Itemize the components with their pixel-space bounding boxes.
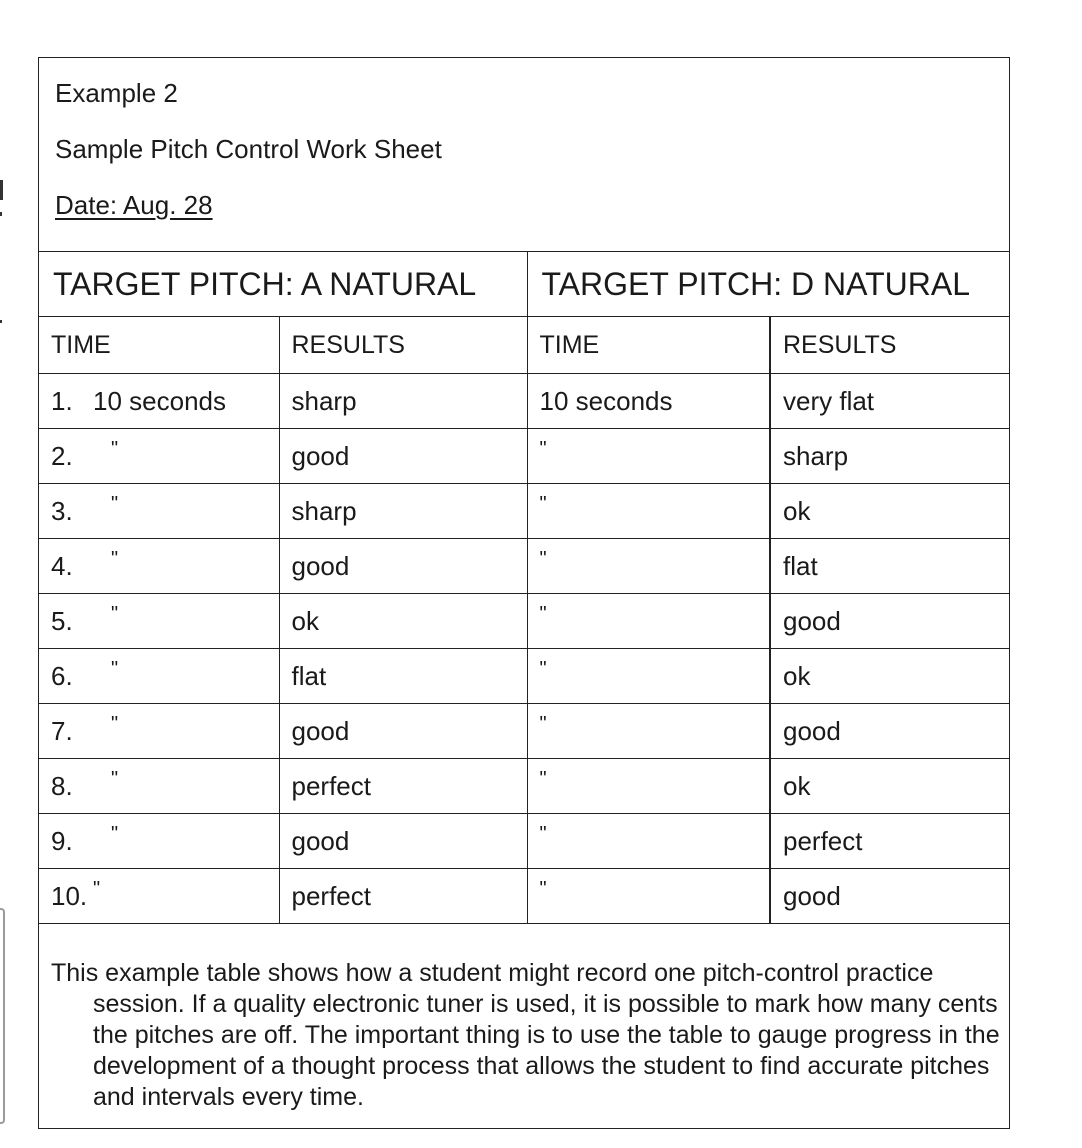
table-row: [39, 484, 1009, 539]
time-a-cell: [39, 374, 279, 429]
ditto-mark: ": [111, 602, 119, 625]
ditto-mark: ": [111, 492, 119, 515]
example-label: Example 2: [55, 78, 178, 108]
result-a-cell: good: [279, 814, 527, 869]
time-a-cell: [39, 594, 279, 649]
col-header-time-d: TIME: [527, 317, 770, 374]
row-number: 7.: [51, 715, 73, 746]
time-d-cell: [527, 539, 770, 594]
time-d-cell: [527, 759, 770, 814]
page-edge-mark: [0, 320, 2, 323]
ditto-mark: ": [111, 437, 119, 460]
target-pitch-row: [39, 252, 1009, 317]
col-header-time-a: TIME: [39, 317, 279, 374]
row-number: 4.: [51, 550, 73, 581]
table-row: [39, 869, 1009, 924]
ditto-mark: ": [111, 547, 119, 570]
result-a-cell: sharp: [279, 374, 527, 429]
row-number: 2.: [51, 440, 73, 471]
time-d-cell: [527, 869, 770, 924]
result-a-cell: good: [279, 539, 527, 594]
ditto-mark: ": [539, 492, 547, 515]
sheet-title: Sample Pitch Control Work Sheet: [55, 134, 442, 164]
time-a-cell: [39, 814, 279, 869]
worksheet-heading: [39, 58, 1009, 252]
result-d-cell: good: [770, 594, 1009, 649]
ditto-mark: ": [539, 602, 547, 625]
time-a-cell: [39, 704, 279, 759]
table-row: [39, 704, 1009, 759]
row-number: 10.: [51, 880, 88, 911]
col-header-results-a: RESULTS: [279, 317, 527, 374]
result-a-cell: perfect: [279, 759, 527, 814]
ditto-mark: ": [111, 712, 119, 735]
page-edge-bracket: [0, 908, 5, 1124]
ditto-mark: ": [111, 767, 119, 790]
time-a-value: 10 seconds: [93, 385, 226, 416]
time-d-cell: [527, 594, 770, 649]
sheet-date: Date: Aug. 28: [55, 190, 213, 220]
time-d-cell: 10 seconds: [527, 374, 770, 429]
time-a-cell: [39, 649, 279, 704]
time-d-cell: [527, 429, 770, 484]
time-d-cell: [527, 649, 770, 704]
result-a-cell: perfect: [279, 869, 527, 924]
table-row: [39, 759, 1009, 814]
column-header-row: [39, 317, 1009, 374]
ditto-mark: ": [539, 437, 547, 460]
target-pitch-a: TARGET PITCH: A NATURAL: [39, 252, 527, 317]
result-d-cell: flat: [770, 539, 1009, 594]
ditto-mark: ": [539, 547, 547, 570]
result-a-cell: good: [279, 704, 527, 759]
table-row: [39, 649, 1009, 704]
time-d-cell: [527, 814, 770, 869]
result-d-cell: ok: [770, 649, 1009, 704]
row-number: 5.: [51, 605, 73, 636]
ditto-mark: ": [539, 822, 547, 845]
result-d-cell: ok: [770, 484, 1009, 539]
time-a-cell: [39, 759, 279, 814]
result-a-cell: sharp: [279, 484, 527, 539]
row-number: 9.: [51, 825, 73, 856]
ditto-mark: ": [111, 657, 119, 680]
row-number: 3.: [51, 495, 73, 526]
table-row: [39, 374, 1009, 429]
row-number: 6.: [51, 660, 73, 691]
ditto-mark: ": [539, 712, 547, 735]
time-a-cell: [39, 539, 279, 594]
pitch-control-table: [39, 252, 1009, 924]
result-d-cell: very flat: [770, 374, 1009, 429]
ditto-mark: ": [539, 877, 547, 900]
time-a-cell: [39, 484, 279, 539]
table-caption: [51, 958, 1001, 1113]
page-edge-mark: [0, 212, 2, 216]
ditto-mark: ": [111, 822, 119, 845]
table-row: [39, 594, 1009, 649]
ditto-mark: ": [539, 767, 547, 790]
time-d-cell: [527, 704, 770, 759]
row-number: 8.: [51, 770, 73, 801]
table-row: [39, 429, 1009, 484]
result-a-cell: good: [279, 429, 527, 484]
page-edge-mark: [0, 180, 3, 200]
time-a-cell: [39, 869, 279, 924]
row-number: 1.: [51, 385, 73, 416]
result-a-cell: ok: [279, 594, 527, 649]
table-row: [39, 539, 1009, 594]
col-header-results-d: RESULTS: [770, 317, 1009, 374]
ditto-mark: ": [93, 877, 101, 900]
ditto-mark: ": [539, 657, 547, 680]
time-d-cell: [527, 484, 770, 539]
result-d-cell: good: [770, 704, 1009, 759]
result-d-cell: sharp: [770, 429, 1009, 484]
result-a-cell: flat: [279, 649, 527, 704]
result-d-cell: ok: [770, 759, 1009, 814]
result-d-cell: perfect: [770, 814, 1009, 869]
table-row: [39, 814, 1009, 869]
target-pitch-d: TARGET PITCH: D NATURAL: [527, 252, 1009, 317]
caption-text: This example table shows how a student might record one pitch-control practice session. If a quality electronic tuner is used, it is possible to mark how many cents the pitches are off. The important thing is to use the table to gauge progress in the development of a thought process that allows the student to find accurate pitches and intervals every time.: [51, 959, 1000, 1111]
worksheet-box: [38, 57, 1010, 1129]
result-d-cell: good: [770, 869, 1009, 924]
time-a-cell: [39, 429, 279, 484]
